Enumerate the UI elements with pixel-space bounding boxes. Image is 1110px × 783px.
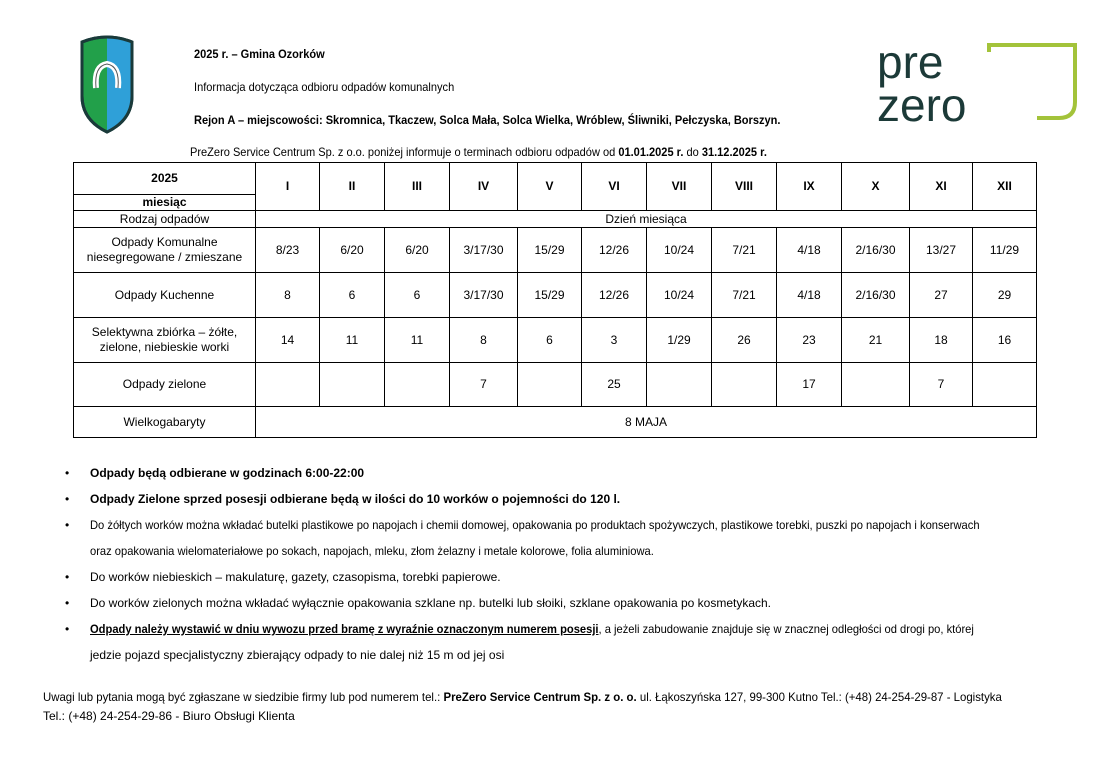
- date-cell: 27: [910, 273, 973, 318]
- footer-line2: Tel.: (+48) 24-254-29-86 - Biuro Obsługi Klienta: [43, 709, 295, 723]
- bullet-icon: •: [65, 492, 70, 506]
- note-text: oraz opakowania wielomateriałowe po sokach, napojach, mleku, złom żelazny i metale kolorowe, folia aluminiowa.: [90, 544, 654, 558]
- date-cell: [973, 363, 1037, 407]
- list-item: [65, 590, 1065, 616]
- month-header: I: [256, 163, 320, 211]
- bullet-icon: •: [65, 518, 70, 532]
- month-header: IX: [777, 163, 842, 211]
- month-label-cell: miesiąc: [74, 195, 256, 211]
- date-cell: 8/23: [256, 228, 320, 273]
- year-cell: 2025: [74, 163, 256, 195]
- note-bold: Odpady będą odbierane w godzinach 6:00-22:00: [90, 466, 365, 480]
- row-label: Odpady zielone: [74, 363, 256, 407]
- list-item: [65, 564, 1065, 590]
- list-item-continuation: [65, 642, 1065, 668]
- date-cell: 1/29: [647, 318, 712, 363]
- list-item: [65, 460, 1065, 486]
- list-item: [65, 616, 1065, 642]
- date-cell: 11: [320, 318, 385, 363]
- day-label-cell: Dzień miesiąca: [256, 211, 1037, 228]
- row-label: Selektywna zbiórka – żółte, zielone, niebieskie worki: [74, 318, 256, 363]
- list-item: [65, 486, 1065, 512]
- bulky-label: Wielkogabaryty: [74, 407, 256, 438]
- intro-date-to: 31.12.2025 r.: [701, 145, 767, 159]
- date-cell: 10/24: [647, 273, 712, 318]
- footer-pre: Uwagi lub pytania mogą być zgłaszane w siedzibie firmy lub pod numerem tel.:: [43, 690, 444, 704]
- date-cell: [320, 363, 385, 407]
- list-item: [65, 512, 1065, 538]
- date-cell: 23: [777, 318, 842, 363]
- municipality-crest-icon: [76, 34, 138, 134]
- date-cell: 12/26: [582, 273, 647, 318]
- list-item-continuation: [65, 538, 1065, 564]
- type-label-cell: Rodzaj odpadów: [74, 211, 256, 228]
- bullet-icon: •: [65, 570, 70, 584]
- table-row: [74, 228, 1037, 273]
- intro-mid: do: [683, 145, 702, 159]
- date-cell: 15/29: [518, 228, 582, 273]
- date-cell: 8: [450, 318, 518, 363]
- bulky-value: 8 MAJA: [256, 407, 1037, 438]
- schedule-table: [73, 162, 1037, 438]
- date-cell: 11: [385, 318, 450, 363]
- month-header: II: [320, 163, 385, 211]
- date-cell: 18: [910, 318, 973, 363]
- date-cell: [518, 363, 582, 407]
- date-cell: 6/20: [320, 228, 385, 273]
- date-cell: 14: [256, 318, 320, 363]
- date-cell: 7/21: [712, 228, 777, 273]
- row-label: Odpady Kuchenne: [74, 273, 256, 318]
- date-cell: 6: [518, 318, 582, 363]
- date-cell: 11/29: [973, 228, 1037, 273]
- month-header: VIII: [712, 163, 777, 211]
- month-header: III: [385, 163, 450, 211]
- intro-date-from: 01.01.2025 r.: [618, 145, 684, 159]
- note-text: Do worków zielonych można wkładać wyłącznie opakowania szklane np. butelki lub słoiki, szklane opakowania po kosmetykach.: [90, 596, 772, 610]
- date-cell: 10/24: [647, 228, 712, 273]
- month-header: VII: [647, 163, 712, 211]
- bullet-icon: •: [65, 466, 70, 480]
- note-text: Do żółtych worków można wkładać butelki plastikowe po napojach i chemii domowej, opakowania po produktach spożywczych, plastikowe torebki, puszki po napojach i konserwach: [90, 518, 980, 532]
- logo-text-pre: pre: [877, 42, 944, 88]
- intro-text: PreZero Service Centrum Sp. z o.o. poniżej informuje o terminach odbioru odpadów od: [190, 145, 619, 159]
- date-cell: 3: [582, 318, 647, 363]
- date-cell: 4/18: [777, 228, 842, 273]
- month-header: V: [518, 163, 582, 211]
- note-bold: Odpady Zielone sprzed posesji odbierane będą w ilości do 10 worków o pojemności do 120 l.: [90, 492, 621, 506]
- date-cell: 21: [842, 318, 910, 363]
- table-row: [74, 363, 1037, 407]
- prezero-logo: [877, 42, 1080, 124]
- region-line: Rejon A – miejscowości: Skromnica, Tkaczew, Solca Mała, Solca Wielka, Wróblew, Śliwniki, Pełczyska, Borszyn.: [194, 113, 781, 127]
- date-cell: [842, 363, 910, 407]
- bullet-icon: •: [65, 622, 70, 636]
- date-cell: 15/29: [518, 273, 582, 318]
- date-cell: 25: [582, 363, 647, 407]
- month-header: IV: [450, 163, 518, 211]
- date-cell: [385, 363, 450, 407]
- table-row: [74, 318, 1037, 363]
- date-cell: 6: [385, 273, 450, 318]
- month-header: XII: [973, 163, 1037, 211]
- date-cell: 3/17/30: [450, 273, 518, 318]
- date-cell: 13/27: [910, 228, 973, 273]
- note-bold: Odpady należy wystawić w dniu wywozu przed bramę z wyraźnie oznaczonym numerem posesji: [90, 622, 599, 636]
- table-row: [74, 273, 1037, 318]
- date-cell: 17: [777, 363, 842, 407]
- date-cell: 2/16/30: [842, 228, 910, 273]
- note-text: Do worków niebieskich – makulaturę, gazety, czasopisma, torebki papierowe.: [90, 570, 501, 584]
- date-cell: 2/16/30: [842, 273, 910, 318]
- intro-line: [190, 145, 767, 159]
- date-cell: 7/21: [712, 273, 777, 318]
- note-text: jedzie pojazd specjalistyczny zbierający odpady to nie dalej niż 15 m od jej osi: [90, 648, 505, 662]
- date-cell: [647, 363, 712, 407]
- date-cell: 16: [973, 318, 1037, 363]
- notes-list: [65, 460, 1065, 668]
- date-cell: [712, 363, 777, 407]
- logo-text-zero: zero: [877, 79, 967, 124]
- date-cell: 7: [910, 363, 973, 407]
- page-subtitle: Informacja dotycząca odbioru odpadów komunalnych: [194, 80, 455, 94]
- date-cell: 6: [320, 273, 385, 318]
- date-cell: 6/20: [385, 228, 450, 273]
- bullet-icon: •: [65, 596, 70, 610]
- date-cell: 4/18: [777, 273, 842, 318]
- date-cell: 29: [973, 273, 1037, 318]
- footer: [43, 688, 1083, 726]
- date-cell: 8: [256, 273, 320, 318]
- date-cell: [256, 363, 320, 407]
- month-header: XI: [910, 163, 973, 211]
- date-cell: 7: [450, 363, 518, 407]
- footer-company: PreZero Service Centrum Sp. z o. o.: [443, 690, 637, 704]
- row-label: Odpady Komunalne niesegregowane / zmieszane: [74, 228, 256, 273]
- date-cell: 12/26: [582, 228, 647, 273]
- month-header: VI: [582, 163, 647, 211]
- date-cell: 3/17/30: [450, 228, 518, 273]
- month-header: X: [842, 163, 910, 211]
- footer-post: ul. Łąkoszyńska 127, 99-300 Kutno Tel.: (+48) 24-254-29-87 - Logistyka: [636, 690, 1002, 704]
- page-title: 2025 r. – Gmina Ozorków: [194, 47, 325, 61]
- date-cell: 26: [712, 318, 777, 363]
- note-text: , a jeżeli zabudowanie znajduje się w znacznej odległości od drogi po, której: [598, 622, 974, 636]
